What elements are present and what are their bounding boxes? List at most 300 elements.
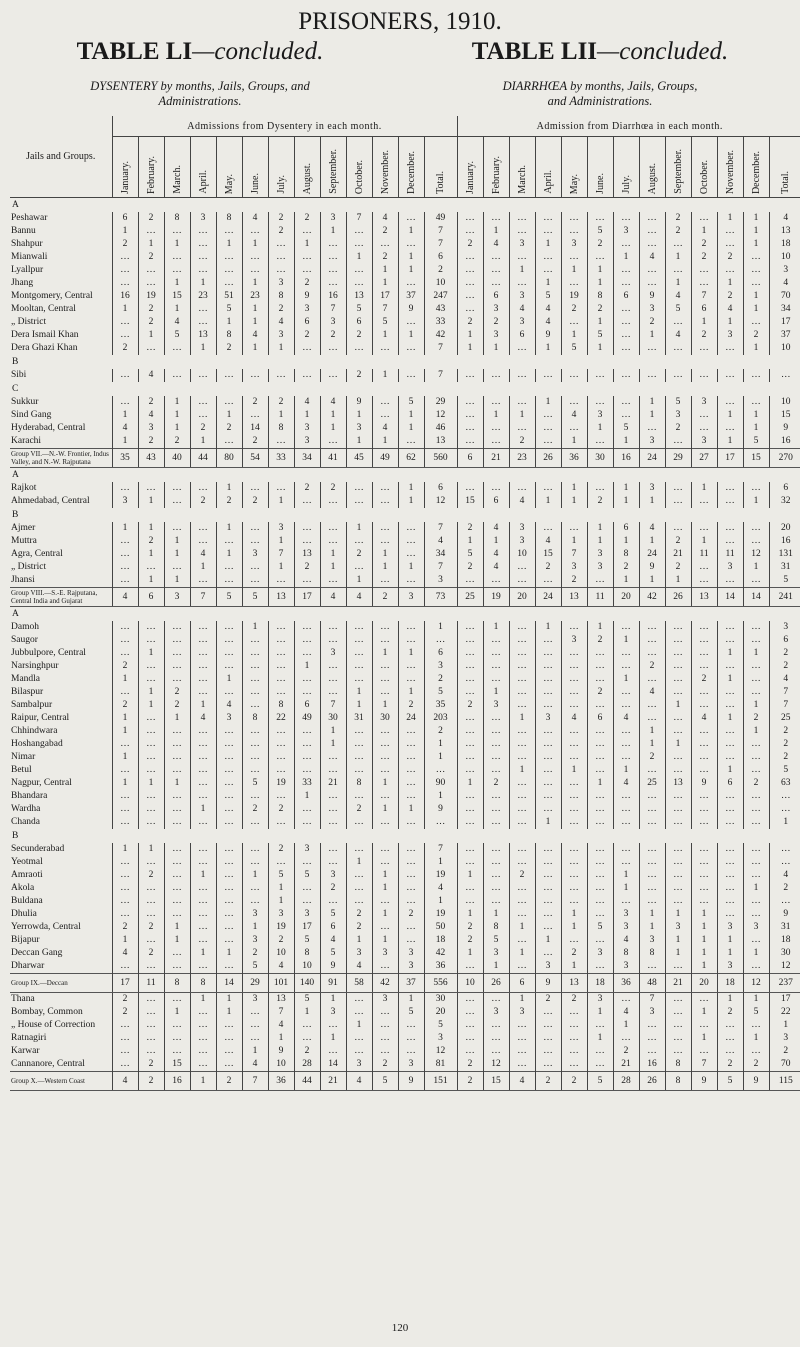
dysentery-cell: … xyxy=(164,634,190,647)
diarrhoea-total-cell: 2 xyxy=(769,751,800,764)
diarrhoea-cell: 4 xyxy=(483,522,509,535)
diarrhoea-cell: 3 xyxy=(587,409,613,422)
dysentery-cell: 2 xyxy=(242,435,268,449)
diarrhoea-cell: … xyxy=(665,482,691,495)
dysentery-cell: 3 xyxy=(190,212,216,225)
diarrhoea-cell: 19 xyxy=(561,290,587,303)
diarrhoea-cell: … xyxy=(717,264,743,277)
dysentery-cell: … xyxy=(138,751,164,764)
diarrhoea-cell: … xyxy=(509,634,535,647)
dysentery-total-cell: 1 xyxy=(424,895,457,908)
diarrhoea-cell: … xyxy=(587,212,613,225)
diarrhoea-cell: … xyxy=(457,790,483,803)
diarrhoea-cell: 1 xyxy=(665,934,691,947)
dysentery-cell: … xyxy=(372,535,398,548)
dysentery-cell: 2 xyxy=(138,1058,164,1072)
diarrhoea-cell: 3 xyxy=(639,482,665,495)
dysentery-cell: 5 xyxy=(398,396,424,409)
dysentery-total-cell: 2 xyxy=(424,725,457,738)
diarrhoea-cell: … xyxy=(665,803,691,816)
dysentery-cell: … xyxy=(398,895,424,908)
dysentery-cell: … xyxy=(164,751,190,764)
diarrhoea-cell: 4 xyxy=(483,238,509,251)
dysentery-cell: … xyxy=(320,342,346,355)
dysentery-cell: 1 xyxy=(138,777,164,790)
diarrhoea-total-cell: 4 xyxy=(769,277,800,290)
section-label: B xyxy=(12,510,19,520)
diarrhoea-cell: 1 xyxy=(743,699,769,712)
diarrhoea-cell: … xyxy=(483,882,509,895)
dysentery-cell: … xyxy=(112,561,138,574)
dysentery-cell: 2 xyxy=(372,588,398,607)
dysentery-total-cell: 6 xyxy=(424,647,457,660)
dysentery-cell: … xyxy=(242,660,268,673)
diarrhoea-cell: … xyxy=(509,882,535,895)
dysentery-cell: 8 xyxy=(164,974,190,993)
diarrhoea-cell: 1 xyxy=(665,908,691,921)
diarrhoea-cell: … xyxy=(743,264,769,277)
jail-row xyxy=(10,1019,800,1032)
diarrhoea-cell: … xyxy=(561,647,587,660)
dysentery-cell: … xyxy=(112,1032,138,1045)
dysentery-cell: … xyxy=(216,1032,242,1045)
diarrhoea-cell: 13 xyxy=(561,974,587,993)
dysentery-cell: 33 xyxy=(268,449,294,468)
diarrhoea-cell: 3 xyxy=(509,1006,535,1019)
dysentery-cell: 1 xyxy=(190,947,216,960)
dysentery-cell: 3 xyxy=(268,277,294,290)
diarrhoea-cell: … xyxy=(691,660,717,673)
dysentery-cell: … xyxy=(398,535,424,548)
diarrhoea-total-cell: 25 xyxy=(769,712,800,725)
jail-name: Dharwar xyxy=(11,961,45,971)
dysentery-cell: … xyxy=(242,482,268,495)
dysentery-cell: … xyxy=(320,522,346,535)
dysentery-cell: 1 xyxy=(216,238,242,251)
diarrhoea-cell: … xyxy=(717,1019,743,1032)
dysentery-cell: 2 xyxy=(320,482,346,495)
dysentery-cell: 4 xyxy=(242,1058,268,1072)
diarrhoea-cell: 16 xyxy=(639,1058,665,1072)
diarrhoea-cell: 7 xyxy=(639,993,665,1007)
diarrhoea-cell: 1 xyxy=(691,908,717,921)
diarrhoea-cell: … xyxy=(717,869,743,882)
diarrhoea-cell: 5 xyxy=(587,225,613,238)
dysentery-cell: … xyxy=(242,561,268,574)
section-label-row xyxy=(10,198,800,213)
dysentery-cell: 17 xyxy=(294,921,320,934)
dysentery-cell: … xyxy=(164,803,190,816)
diarrhoea-cell: 5 xyxy=(457,548,483,561)
diarrhoea-cell: 3 xyxy=(483,303,509,316)
jail-name: Montgomery, Central xyxy=(11,291,93,301)
jail-row xyxy=(10,751,800,764)
dysentery-cell: 2 xyxy=(112,1006,138,1019)
dysentery-cell: 1 xyxy=(320,993,346,1007)
diarrhoea-cell: … xyxy=(613,369,639,382)
diarrhoea-cell: … xyxy=(743,686,769,699)
dysentery-cell: 6 xyxy=(294,316,320,329)
dysentery-total-cell: 90 xyxy=(424,777,457,790)
diarrhoea-cell: … xyxy=(639,342,665,355)
diarrhoea-cell: … xyxy=(665,435,691,449)
dysentery-cell: 1 xyxy=(268,409,294,422)
jail-row xyxy=(10,277,800,290)
diarrhoea-cell: … xyxy=(457,803,483,816)
diarrhoea-cell: … xyxy=(483,869,509,882)
dysentery-total-cell: 1 xyxy=(424,738,457,751)
diarrhoea-cell: … xyxy=(535,921,561,934)
diarrhoea-cell: 3 xyxy=(509,316,535,329)
diarrhoea-cell: … xyxy=(717,495,743,508)
diarrhoea-cell: … xyxy=(613,895,639,908)
dysentery-cell: 3 xyxy=(242,934,268,947)
jail-row xyxy=(10,482,800,495)
dysentery-total-cell: 34 xyxy=(424,548,457,561)
dysentery-cell: … xyxy=(138,738,164,751)
diarrhoea-cell: 2 xyxy=(457,316,483,329)
diarrhoea-cell: 48 xyxy=(639,974,665,993)
dysentery-cell: 80 xyxy=(216,449,242,468)
jail-row xyxy=(10,1058,800,1072)
diarrhoea-cell: … xyxy=(587,660,613,673)
diarrhoea-cell: 12 xyxy=(483,1058,509,1072)
diarrhoea-cell: … xyxy=(639,264,665,277)
diarrhoea-cell: … xyxy=(535,777,561,790)
dysentery-total-cell: 5 xyxy=(424,1019,457,1032)
dysentery-total-cell: 7 xyxy=(424,522,457,535)
dysentery-cell: … xyxy=(190,621,216,634)
jail-row xyxy=(10,369,800,382)
jail-name: Akola xyxy=(11,883,35,893)
dysentery-cell: 34 xyxy=(294,449,320,468)
dysentery-cell: 13 xyxy=(190,329,216,342)
dysentery-cell: … xyxy=(138,225,164,238)
diarrhoea-cell: 2 xyxy=(457,1058,483,1072)
dysentery-cell: 1 xyxy=(164,238,190,251)
dysentery-cell: … xyxy=(164,1019,190,1032)
dysentery-cell: 2 xyxy=(216,342,242,355)
dysentery-cell: … xyxy=(372,764,398,777)
diarrhoea-cell: 3 xyxy=(483,329,509,342)
diarrhoea-cell: … xyxy=(639,277,665,290)
diarrhoea-cell: 3 xyxy=(561,634,587,647)
diarrhoea-cell: … xyxy=(639,712,665,725)
diarrhoea-cell: … xyxy=(457,843,483,856)
diarrhoea-cell: 1 xyxy=(457,777,483,790)
dysentery-cell: … xyxy=(242,634,268,647)
diarrhoea-cell: … xyxy=(743,960,769,974)
diarrhoea-cell: … xyxy=(457,673,483,686)
diarrhoea-cell: … xyxy=(639,843,665,856)
dysentery-cell: … xyxy=(268,647,294,660)
dysentery-cell: 30 xyxy=(372,712,398,725)
diarrhoea-cell: 17 xyxy=(717,449,743,468)
dysentery-cell: … xyxy=(398,816,424,829)
jail-row xyxy=(10,435,800,449)
dysentery-month-header: September. xyxy=(320,137,346,198)
diarrhoea-total-cell: 5 xyxy=(769,764,800,777)
group-name: Group VII.—N.-W. Frontier, Indus Valley, and N.-W. Rajputana xyxy=(10,449,112,468)
jail-row xyxy=(10,686,800,699)
diarrhoea-cell: 2 xyxy=(561,947,587,960)
dysentery-cell: … xyxy=(346,816,372,829)
dysentery-cell: 23 xyxy=(242,290,268,303)
diarrhoea-cell: … xyxy=(743,621,769,634)
diarrhoea-cell: … xyxy=(561,803,587,816)
diarrhoea-cell: 1 xyxy=(743,290,769,303)
diarrhoea-cell: … xyxy=(665,993,691,1007)
dysentery-cell: 1 xyxy=(372,699,398,712)
dysentery-cell: … xyxy=(346,621,372,634)
dysentery-total-cell: 1 xyxy=(424,790,457,803)
dysentery-cell: 1 xyxy=(372,435,398,449)
dysentery-cell: 2 xyxy=(268,212,294,225)
dysentery-cell: 1 xyxy=(216,548,242,561)
dysentery-cell: 10 xyxy=(268,1058,294,1072)
dysentery-cell: … xyxy=(216,535,242,548)
jail-name: Shahpur xyxy=(11,239,43,249)
diarrhoea-cell: 1 xyxy=(587,777,613,790)
dysentery-cell: 4 xyxy=(112,1072,138,1091)
dysentery-cell: 1 xyxy=(242,342,268,355)
dysentery-total-cell: 2 xyxy=(424,264,457,277)
diarrhoea-cell: 28 xyxy=(613,1072,639,1091)
dysentery-cell: … xyxy=(216,621,242,634)
jail-name: Chanda xyxy=(11,817,41,827)
dysentery-cell: 1 xyxy=(372,908,398,921)
diarrhoea-cell: … xyxy=(717,621,743,634)
dysentery-cell: … xyxy=(216,751,242,764)
dysentery-cell: 1 xyxy=(242,316,268,329)
dysentery-total-cell: 18 xyxy=(424,934,457,947)
diarrhoea-cell: 29 xyxy=(665,449,691,468)
dysentery-cell: … xyxy=(294,816,320,829)
dysentery-cell: … xyxy=(164,725,190,738)
dysentery-cell: 3 xyxy=(268,908,294,921)
dysentery-cell: … xyxy=(138,895,164,908)
diarrhoea-cell: 1 xyxy=(613,1019,639,1032)
diarrhoea-cell: 6 xyxy=(613,290,639,303)
dysentery-cell: 1 xyxy=(268,342,294,355)
dysentery-cell: … xyxy=(112,548,138,561)
diarrhoea-total-cell: 3 xyxy=(769,264,800,277)
diarrhoea-cell: 3 xyxy=(613,908,639,921)
diarrhoea-cell: 18 xyxy=(587,974,613,993)
diarrhoea-cell: … xyxy=(457,712,483,725)
dysentery-cell: 4 xyxy=(112,588,138,607)
dysentery-cell: 4 xyxy=(268,960,294,974)
diarrhoea-cell: … xyxy=(457,882,483,895)
diarrhoea-cell: … xyxy=(665,686,691,699)
dysentery-cell: 14 xyxy=(320,1058,346,1072)
diarrhoea-cell: … xyxy=(535,369,561,382)
diarrhoea-cell: 3 xyxy=(691,396,717,409)
diarrhoea-cell: … xyxy=(509,574,535,588)
dysentery-cell: 9 xyxy=(398,303,424,316)
diarrhoea-cell: 2 xyxy=(743,1058,769,1072)
dysentery-cell: … xyxy=(190,1019,216,1032)
dysentery-cell: 1 xyxy=(398,251,424,264)
diarrhoea-cell: … xyxy=(509,1058,535,1072)
dysentery-cell: 1 xyxy=(268,535,294,548)
dysentery-month-header: April. xyxy=(190,137,216,198)
dysentery-cell: … xyxy=(242,264,268,277)
diarrhoea-cell: … xyxy=(613,686,639,699)
dysentery-cell: 8 xyxy=(268,699,294,712)
jail-name: Amraoti xyxy=(11,870,43,880)
dysentery-cell: 4 xyxy=(242,212,268,225)
diarrhoea-cell: … xyxy=(665,660,691,673)
jail-row xyxy=(10,882,800,895)
dysentery-cell: … xyxy=(398,869,424,882)
diarrhoea-cell: … xyxy=(457,422,483,435)
dysentery-total-cell: 3 xyxy=(424,574,457,588)
dysentery-cell: 2 xyxy=(372,225,398,238)
diarrhoea-cell: … xyxy=(457,409,483,422)
dysentery-cell: … xyxy=(216,921,242,934)
dysentery-cell: 6 xyxy=(346,316,372,329)
diarrhoea-cell: 3 xyxy=(561,561,587,574)
dysentery-cell: 44 xyxy=(294,1072,320,1091)
diarrhoea-cell: 2 xyxy=(665,422,691,435)
dysentery-total-cell: 33 xyxy=(424,316,457,329)
jail-name: Thana xyxy=(11,994,35,1004)
diarrhoea-cell: 2 xyxy=(509,435,535,449)
dysentery-cell: … xyxy=(190,238,216,251)
dysentery-cell: 2 xyxy=(164,686,190,699)
dysentery-cell: 1 xyxy=(372,264,398,277)
dysentery-cell: 7 xyxy=(268,1006,294,1019)
diarrhoea-cell: 2 xyxy=(639,660,665,673)
diarrhoea-cell: 1 xyxy=(639,535,665,548)
dysentery-cell: … xyxy=(164,882,190,895)
dysentery-cell: 1 xyxy=(112,303,138,316)
diarrhoea-cell: 1 xyxy=(743,882,769,895)
section-label: A xyxy=(12,200,19,210)
dysentery-cell: 19 xyxy=(268,921,294,934)
dysentery-total-cell: 247 xyxy=(424,290,457,303)
diarrhoea-cell: 1 xyxy=(483,621,509,634)
diarrhoea-cell: 1 xyxy=(483,960,509,974)
dysentery-cell: 8 xyxy=(216,212,242,225)
diarrhoea-total-cell: 17 xyxy=(769,993,800,1007)
diarrhoea-total-cell: 7 xyxy=(769,699,800,712)
dysentery-cell: … xyxy=(294,673,320,686)
dysentery-cell: 2 xyxy=(346,548,372,561)
jail-name: Dhulia xyxy=(11,909,37,919)
diarrhoea-cell: … xyxy=(743,843,769,856)
diarrhoea-cell: … xyxy=(691,342,717,355)
diarrhoea-cell: 1 xyxy=(457,329,483,342)
dysentery-cell: … xyxy=(138,934,164,947)
table-li-subtitle: DYSENTERY by months, Jails, Groups, and Administrations. xyxy=(90,79,310,108)
dysentery-cell: … xyxy=(164,1032,190,1045)
dysentery-cell: … xyxy=(372,738,398,751)
dysentery-total-cell: 4 xyxy=(424,882,457,895)
diarrhoea-cell: … xyxy=(561,225,587,238)
diarrhoea-cell: 4 xyxy=(509,495,535,508)
diarrhoea-cell: 1 xyxy=(587,316,613,329)
dysentery-cell: … xyxy=(294,634,320,647)
dysentery-cell: … xyxy=(294,495,320,508)
diarrhoea-cell: … xyxy=(457,751,483,764)
dysentery-cell: 4 xyxy=(190,548,216,561)
diarrhoea-cell: 1 xyxy=(691,960,717,974)
diarrhoea-cell: … xyxy=(457,738,483,751)
diarrhoea-cell: 4 xyxy=(717,303,743,316)
diarrhoea-cell: 3 xyxy=(587,947,613,960)
jail-name: „ District xyxy=(11,317,47,327)
diarrhoea-cell: … xyxy=(483,993,509,1007)
dysentery-cell: … xyxy=(164,264,190,277)
diarrhoea-cell: 3 xyxy=(691,435,717,449)
diarrhoea-cell: … xyxy=(691,495,717,508)
diarrhoea-cell: 27 xyxy=(691,449,717,468)
dysentery-cell: … xyxy=(398,725,424,738)
dysentery-cell: … xyxy=(216,934,242,947)
diarrhoea-total-cell: … xyxy=(769,369,800,382)
diarrhoea-cell: … xyxy=(509,396,535,409)
diarrhoea-cell: … xyxy=(535,409,561,422)
dysentery-total-cell: 20 xyxy=(424,1006,457,1019)
jail-row xyxy=(10,212,800,225)
dysentery-cell: … xyxy=(242,856,268,869)
diarrhoea-cell: 3 xyxy=(639,435,665,449)
dysentery-cell: 40 xyxy=(164,449,190,468)
jail-name: Wardha xyxy=(11,804,41,814)
diarrhoea-cell: 2 xyxy=(691,251,717,264)
diarrhoea-cell: 1 xyxy=(457,908,483,921)
diarrhoea-cell: 1 xyxy=(717,277,743,290)
diarrhoea-cell: … xyxy=(691,621,717,634)
dysentery-cell: … xyxy=(294,1019,320,1032)
diarrhoea-cell: … xyxy=(561,316,587,329)
diarrhoea-cell: … xyxy=(561,1045,587,1058)
diarrhoea-cell: 5 xyxy=(665,396,691,409)
dysentery-cell: … xyxy=(242,409,268,422)
dysentery-cell: … xyxy=(398,316,424,329)
dysentery-cell: … xyxy=(294,225,320,238)
dysentery-cell: 31 xyxy=(346,712,372,725)
diarrhoea-cell: … xyxy=(509,482,535,495)
diarrhoea-cell: 1 xyxy=(717,435,743,449)
diarrhoea-cell: 3 xyxy=(587,561,613,574)
jail-row xyxy=(10,495,800,508)
diarrhoea-cell: 9 xyxy=(639,290,665,303)
diarrhoea-cell: 1 xyxy=(717,212,743,225)
diarrhoea-cell: 8 xyxy=(639,947,665,960)
diarrhoea-cell: … xyxy=(743,869,769,882)
diarrhoea-cell: 6 xyxy=(717,777,743,790)
dysentery-cell: 3 xyxy=(216,712,242,725)
dysentery-cell: 9 xyxy=(398,1072,424,1091)
dysentery-cell: 1 xyxy=(138,647,164,660)
diarrhoea-cell: … xyxy=(457,225,483,238)
diarrhoea-cell: 3 xyxy=(509,535,535,548)
diarrhoea-cell: … xyxy=(535,1045,561,1058)
jail-name: Raipur, Central xyxy=(11,713,70,723)
diarrhoea-cell: 1 xyxy=(561,908,587,921)
dysentery-cell: … xyxy=(346,482,372,495)
dysentery-cell: 8 xyxy=(268,422,294,435)
dysentery-cell: 1 xyxy=(216,673,242,686)
dysentery-cell: … xyxy=(164,738,190,751)
dysentery-cell: 2 xyxy=(268,303,294,316)
dysentery-cell: 5 xyxy=(320,947,346,960)
diarrhoea-cell: 3 xyxy=(587,993,613,1007)
dysentery-cell: … xyxy=(112,1058,138,1072)
